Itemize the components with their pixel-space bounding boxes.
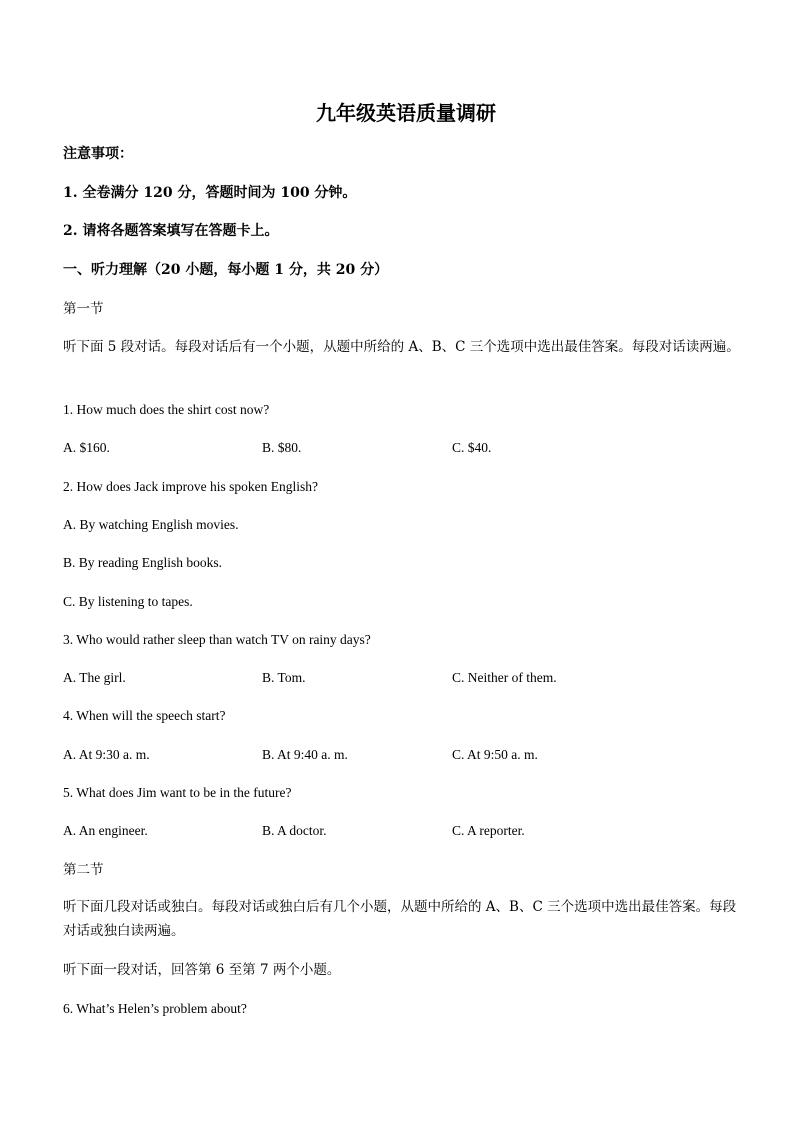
- question-5-option-b: B. A doctor.: [262, 823, 327, 838]
- section1-instruction: 听下面 5 段对话。每段对话后有一个小题，从题中所给的 A、B、C 三个选项中选出最佳答案。每段对话读两遍。: [63, 339, 740, 355]
- notice-item-2: 2. 请将各题答案填写在答题卡上。: [63, 223, 279, 239]
- section2-sub-instruction: 听下面一段对话，回答第 6 至第 7 两个小题。: [63, 962, 341, 978]
- question-4-option-a: A. At 9:30 a. m.: [63, 747, 150, 762]
- question-5-option-a: A. An engineer.: [63, 823, 148, 838]
- question-3-option-c: C. Neither of them.: [452, 670, 557, 685]
- notice-heading: 注意事项：: [63, 146, 133, 162]
- question-6-stem: 6. What’s Helen’s problem about?: [63, 1001, 247, 1016]
- section2-instruction: 听下面几段对话或独白。每段对话或独白后有几个小题，从题中所给的 A、B、C 三个选项中选出最佳答案。每段对话或独白读两遍。: [63, 899, 737, 939]
- question-5-option-c: C. A reporter.: [452, 823, 525, 838]
- question-3-option-b: B. Tom.: [262, 670, 306, 685]
- section2-label: 第二节: [63, 862, 104, 878]
- page-title: 九年级英语质量调研: [316, 101, 496, 125]
- notice-item-1: 1. 全卷满分 120 分，答题时间为 100 分钟。: [63, 185, 357, 201]
- question-1-option-a: A. $160.: [63, 440, 110, 455]
- question-5-stem: 5. What does Jim want to be in the future?: [63, 785, 292, 800]
- question-4-stem: 4. When will the speech start?: [63, 708, 226, 723]
- question-1-stem: 1. How much does the shirt cost now?: [63, 402, 270, 417]
- section1-label: 第一节: [63, 301, 104, 317]
- question-2-option-a: A. By watching English movies.: [63, 517, 239, 532]
- question-1-option-b: B. $80.: [262, 440, 302, 455]
- question-1-option-c: C. $40.: [452, 440, 492, 455]
- part1-heading: 一、听力理解（20 小题，每小题 1 分，共 20 分）: [63, 262, 389, 278]
- question-4-option-c: C. At 9:50 a. m.: [452, 747, 538, 762]
- question-3-stem: 3. Who would rather sleep than watch TV on rainy days?: [63, 632, 371, 647]
- question-3-option-a: A. The girl.: [63, 670, 126, 685]
- question-2-option-b: B. By reading English books.: [63, 555, 222, 570]
- question-4-option-b: B. At 9:40 a. m.: [262, 747, 348, 762]
- question-2-stem: 2. How does Jack improve his spoken English?: [63, 479, 318, 494]
- question-2-option-c: C. By listening to tapes.: [63, 594, 193, 609]
